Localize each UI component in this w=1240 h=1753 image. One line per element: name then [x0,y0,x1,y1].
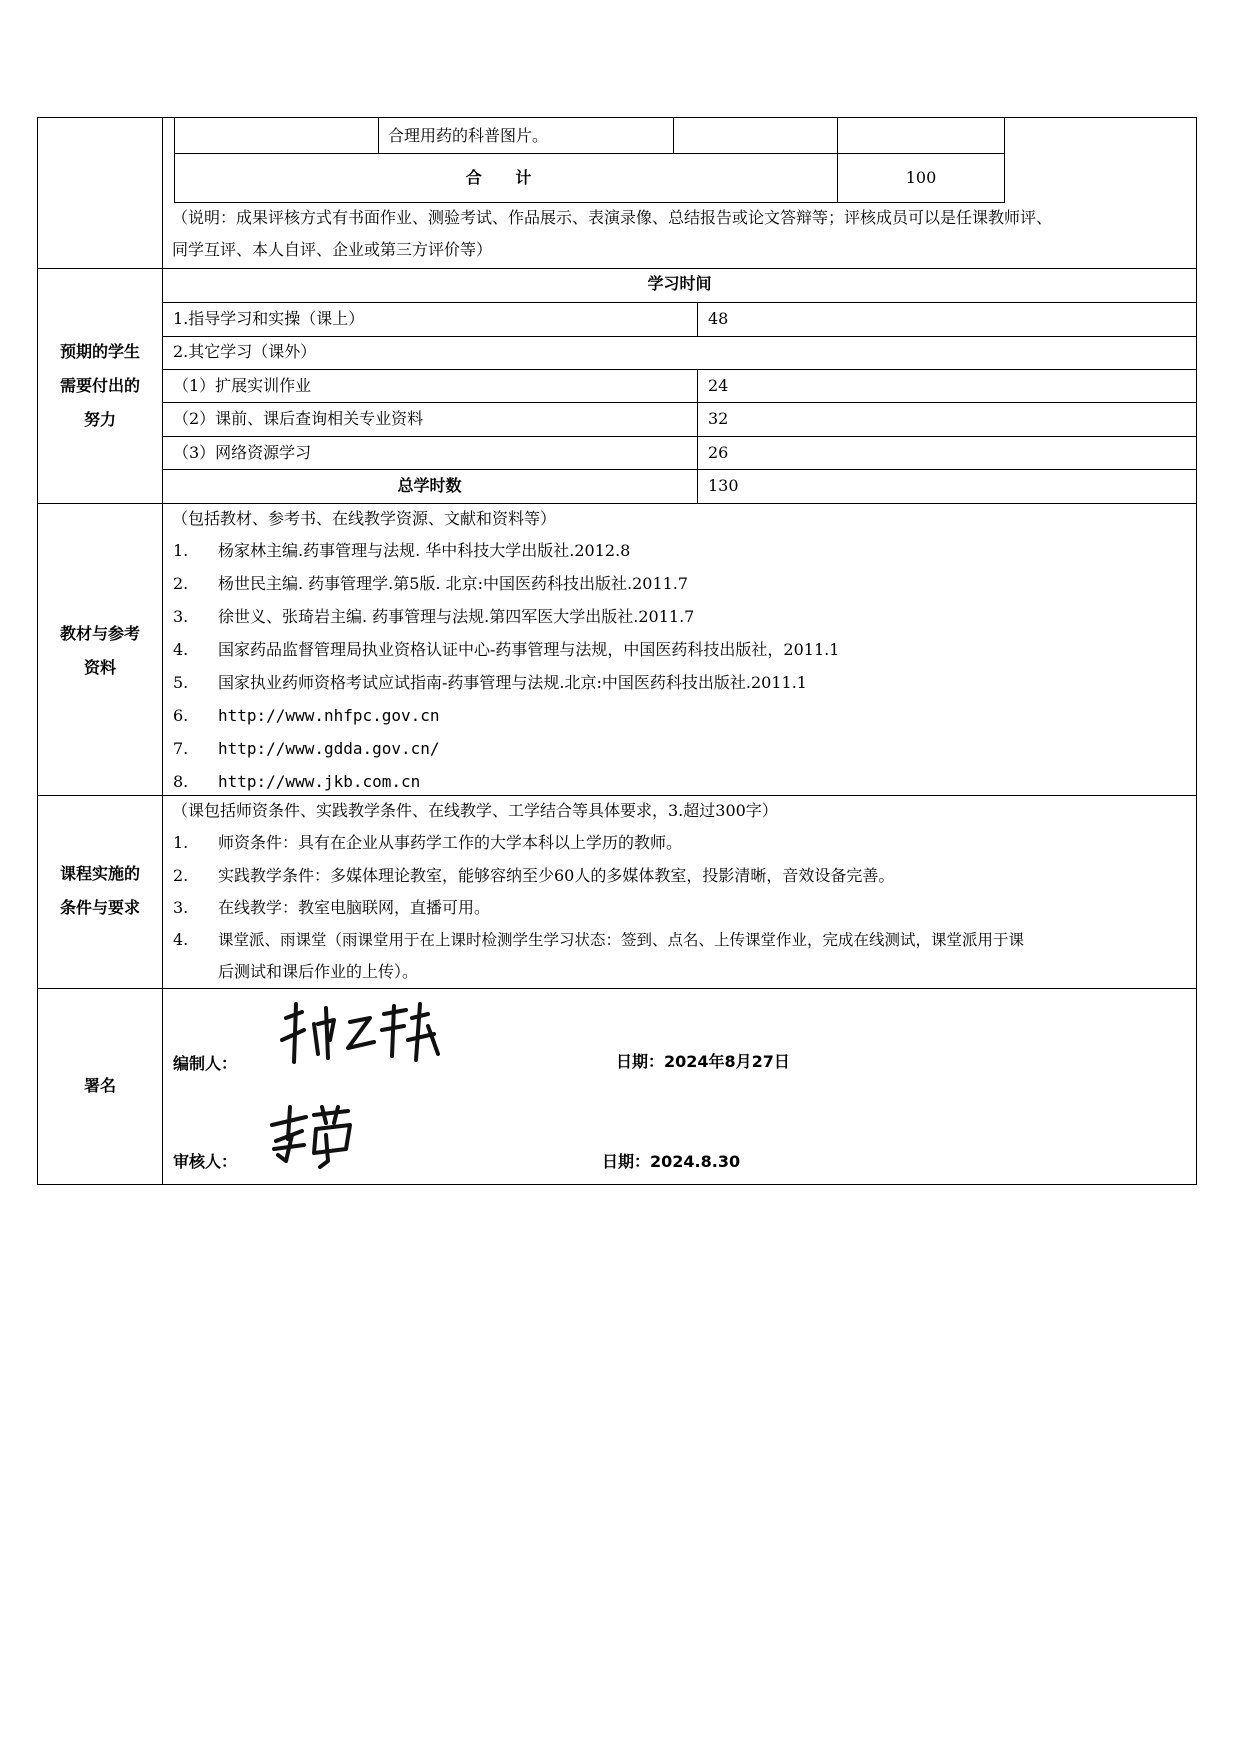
compiler-date: 日期：2024年8月27日 [616,1052,790,1071]
conditions-label: 课程实施的 条件与要求 [59,864,140,917]
reference-item: 杨世民主编. 药事管理学.第5版. 北京:中国医药科技出版社.2011.7 [218,574,689,593]
reviewer-label: 审核人： [173,1152,238,1171]
condition-item: 课堂派、雨课堂（雨课堂用于在上课时检测学生学习状态：签到、点名、上传课堂作业，完成在线测试，课堂派用于课 [218,931,1025,949]
assessment-note-line2: 同学互评、本人自评、企业或第三方评价等） [172,240,493,259]
compiler-label: 编制人： [173,1054,238,1073]
effort-row-label: 1.指导学习和实操（课上） [173,309,365,328]
total-value: 100 [905,168,937,187]
materials-intro: （包括教材、参考书、在线教学资源、文献和资料等） [172,509,557,528]
reference-item: 徐世义、张琦岩主编. 药事管理与法规.第四军医大学出版社.2011.7 [218,607,695,626]
compiler-signature-image [278,1000,448,1070]
reference-item: 杨家林主编.药事管理与法规. 华中科技大学出版社.2012.8 [218,541,631,560]
effort-row-label: （3）网络资源学习 [173,443,312,462]
reference-link[interactable]: http://www.gdda.gov.cn/ [218,739,440,758]
condition-item: 师资条件：具有在企业从事药学工作的大学本科以上学历的教师。 [218,833,683,852]
study-time-header: 学习时间 [647,274,712,293]
effort-row-label: （2）课前、课后查询相关专业资料 [173,409,424,428]
condition-item: 实践教学条件：多媒体理论教室，能够容纳至少60人的多媒体教室，投影清晰，音效设备完善。 [218,866,895,885]
reference-item: 国家药品监督管理局执业资格认证中心-药事管理与法规，中国医药科技出版社，2011.1 [218,640,840,659]
reviewer-signature-image [268,1105,358,1175]
condition-item: 在线教学：教室电脑联网，直播可用。 [218,898,491,917]
assessment-note-line1: （说明：成果评核方式有书面作业、测验考试、作品展示、表演录像、总结报告或论文答辩等；评核成员可以是任课教师评、 [172,208,1053,227]
total-label: 合 计 [465,168,546,187]
effort-label: 预期的学生 需要付出的 努力 [59,342,140,429]
reference-item: 国家执业药师资格考试应试指南-药事管理与法规.北京:中国医药科技出版社.2011.1 [218,673,807,692]
effort-row-value: 26 [708,443,729,462]
effort-row-label: 2.其它学习（课外） [173,342,317,361]
effort-row-value: 24 [708,376,729,395]
effort-row-label: （1）扩展实训作业 [173,376,312,395]
signature-label: 署名 [83,1076,116,1095]
materials-label: 教材与参考 资料 [59,624,140,677]
reference-link[interactable]: http://www.jkb.com.cn [218,772,421,791]
assessment-row-text: 合理用药的科普图片。 [388,126,549,145]
condition-item-continued: 后测试和课后作业的上传）。 [218,962,419,981]
effort-row-value: 48 [708,309,729,328]
total-hours-label: 总学时数 [397,476,462,495]
reference-link[interactable]: http://www.nhfpc.gov.cn [218,706,440,725]
total-hours-value: 130 [708,476,739,495]
reviewer-date: 日期：2024.8.30 [602,1152,741,1171]
conditions-intro: （课包括师资条件、实践教学条件、在线教学、工学结合等具体要求，3.超过300字） [172,801,778,820]
effort-row-value: 32 [708,409,729,428]
